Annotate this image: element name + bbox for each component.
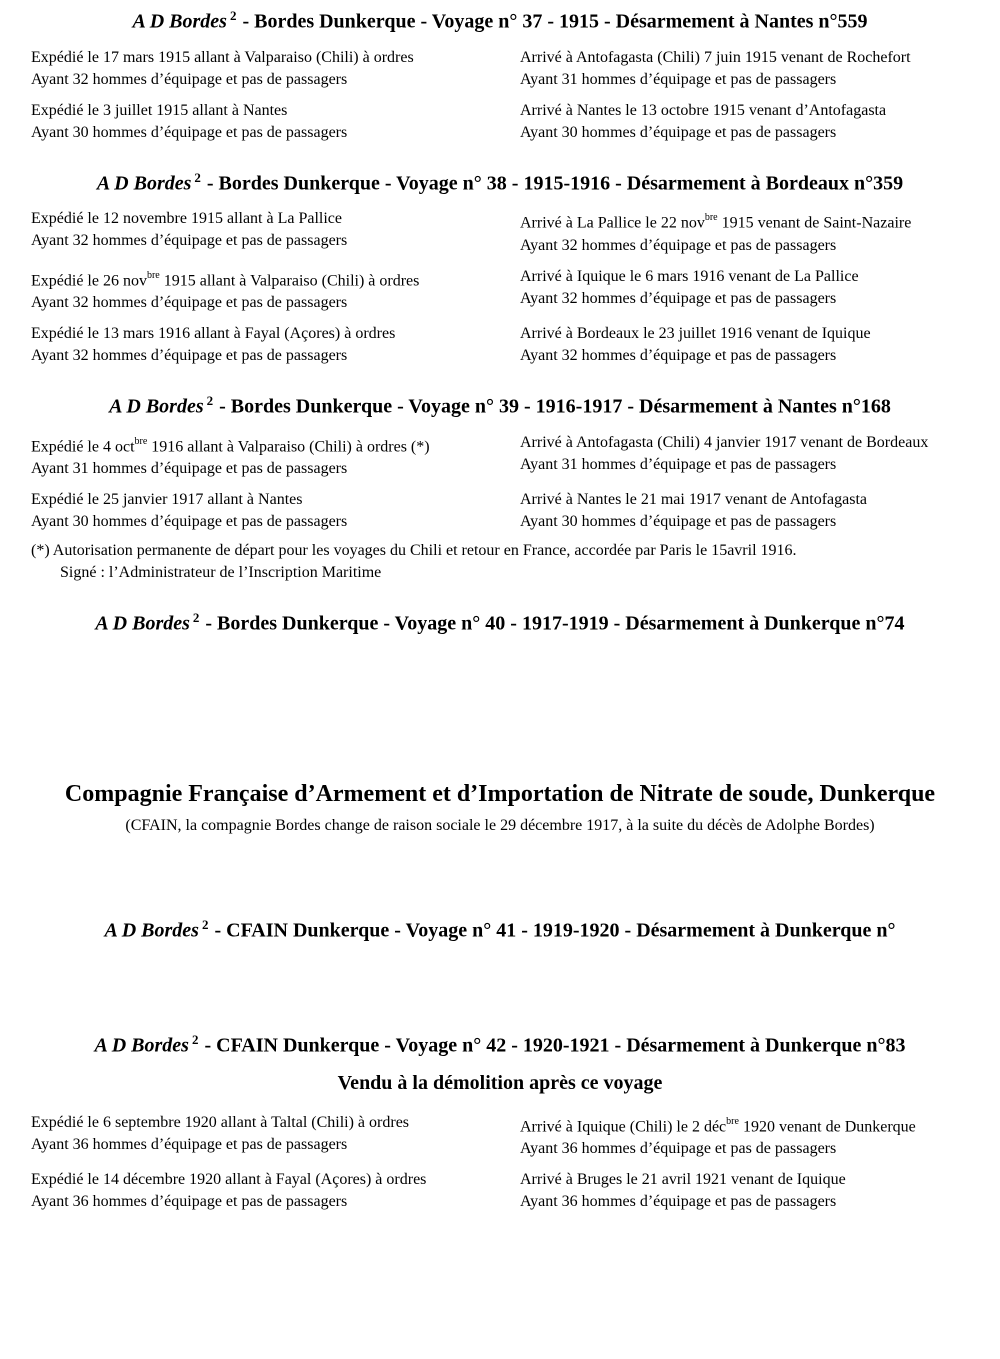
voyage-40-title-text: - Bordes Dunkerque - Voyage n° 40 - 1917-1919 - Désarmement à Dunkerque n°74 — [200, 612, 905, 635]
voyage-42-title — [0, 1028, 1000, 1058]
date-superscript: bre — [134, 435, 148, 447]
departure-line: Expédié le 17 mars 1915 allant à Valparaiso (Chili) à ordres — [31, 48, 414, 66]
footnote — [0, 540, 1000, 584]
ship-name-superscript: 2 — [191, 1032, 199, 1048]
departure-line: Expédié le 26 nov$^{bre}$ 1915 allant à Valparaiso (Chili) à ordres — [31, 269, 420, 289]
voyage-37-title-text: - Bordes Dunkerque - Voyage n° 37 - 1915 - Désarmement à Nantes n°559 — [237, 10, 868, 33]
ship-name: A D Bordes — [104, 919, 199, 942]
departure-line: Expédié le 12 novembre 1915 allant à La Pallice — [31, 210, 342, 228]
departure-col — [31, 432, 520, 480]
section-voyage-40 — [0, 606, 1000, 636]
departure-col — [31, 208, 520, 256]
voyage-40-title — [0, 606, 1000, 636]
voyage-41-title-text: - CFAIN Dunkerque - Voyage n° 41 - 1919-1920 - Désarmement à Dunkerque n° — [209, 919, 896, 942]
voyage-row — [0, 47, 1000, 91]
section-voyage-41 — [0, 913, 1000, 943]
company-heading: Compagnie Française d’Armement et d’Importation de Nitrate de soude, Dunkerque — [64, 780, 936, 807]
arrival-line: Arrivé à Bruges le 21 avril 1921 venant de Iquique — [520, 1171, 846, 1189]
crew-line: Ayant 32 hommes d’équipage et pas de passagers — [31, 346, 348, 364]
footnote-line-1: (*) Autorisation permanente de départ pour les voyages du Chili et retour en France, accordée par Paris le 15avril 1916. — [31, 541, 797, 559]
arrival-line: Arrivé à Iquique le 6 mars 1916 venant de La Pallice — [520, 267, 859, 285]
ship-name-superscript: 2 — [194, 169, 201, 185]
ship-name-superscript: 2 — [201, 916, 209, 932]
arrival-col — [520, 323, 1000, 367]
ship-name: A D Bordes — [95, 612, 190, 635]
crew-line: Ayant 31 hommes d’équipage et pas de passagers — [520, 70, 837, 88]
company-subtitle: (CFAIN, la compagnie Bordes change de raison sociale le 29 décembre 1917, à la suite du décès de Adolphe Bordes) — [125, 816, 875, 834]
voyage-row — [0, 323, 1000, 367]
crew-line: Ayant 36 hommes d’équipage et pas de passagers — [31, 1193, 348, 1211]
voyage-38-rows — [0, 208, 1000, 367]
voyage-37-title — [0, 4, 1000, 34]
crew-line: Ayant 31 hommes d’équipage et pas de passagers — [520, 455, 837, 473]
arrival-line: Arrivé à Antofagasta (Chili) 7 juin 1915 venant de Rochefort — [520, 48, 911, 66]
arrival-line: Arrivé à La Pallice le 22 nov$^{bre}$ 1915 venant de Saint-Nazaire — [520, 212, 912, 232]
crew-line: Ayant 31 hommes d’équipage et pas de passagers — [31, 459, 348, 477]
voyage-39-title — [0, 389, 1000, 419]
voyage-row — [0, 432, 1000, 480]
arrival-line: Arrivé à Nantes le 21 mai 1917 venant de Antofagasta — [520, 490, 867, 508]
arrival-col — [520, 489, 1000, 533]
voyage-row — [0, 1112, 1000, 1160]
date-superscript: bre — [704, 212, 718, 224]
section-voyage-38 — [0, 166, 1000, 367]
voyage-row — [0, 266, 1000, 314]
ship-name-superscript: 2 — [192, 609, 200, 625]
voyage-row — [0, 1169, 1000, 1213]
voyage-row — [0, 100, 1000, 144]
voyage-42-subtitle: Vendu à la démolition après ce voyage — [337, 1071, 663, 1094]
ship-name: A D Bordes — [96, 172, 192, 195]
crew-line: Ayant 30 hommes d’équipage et pas de passagers — [31, 512, 348, 530]
voyage-39-title-text: - Bordes Dunkerque - Voyage n° 39 - 1916-1917 - Désarmement à Nantes n°168 — [214, 395, 891, 418]
voyage-38-title-text: - Bordes Dunkerque - Voyage n° 38 - 1915-1916 - Désarmement à Bordeaux n°359 — [201, 172, 904, 195]
arrival-line: Arrivé à Antofagasta (Chili) 4 janvier 1917 venant de Bordeaux — [520, 433, 929, 451]
date-superscript: bre — [146, 269, 160, 281]
crew-line: Ayant 36 hommes d’équipage et pas de passagers — [520, 1193, 837, 1211]
arrival-col — [520, 100, 1000, 144]
arrival-line: Arrivé à Bordeaux le 23 juillet 1916 venant de Iquique — [520, 324, 871, 342]
crew-line: Ayant 32 hommes d’équipage et pas de passagers — [520, 346, 837, 364]
section-voyage-37 — [0, 4, 1000, 144]
crew-line: Ayant 32 hommes d’équipage et pas de passagers — [520, 289, 837, 307]
crew-line: Ayant 30 hommes d’équipage et pas de passagers — [520, 512, 837, 530]
arrival-col — [520, 432, 1000, 480]
departure-line: Expédié le 13 mars 1916 allant à Fayal (Açores) à ordres — [31, 324, 396, 342]
section-voyage-42 — [0, 1028, 1000, 1213]
arrival-col — [520, 1112, 1000, 1160]
crew-line: Ayant 32 hommes d’équipage et pas de passagers — [520, 236, 837, 254]
voyage-41-title — [0, 913, 1000, 943]
departure-line: Expédié le 4 oct$^{bre}$ 1916 allant à Valparaiso (Chili) à ordres (*) — [31, 435, 430, 455]
crew-line: Ayant 30 hommes d’équipage et pas de passagers — [31, 123, 348, 141]
departure-line: Expédié le 6 septembre 1920 allant à Taltal (Chili) à ordres — [31, 1113, 410, 1131]
departure-col — [31, 489, 520, 533]
footnote-line-2: Signé : l’Administrateur de l’Inscription Maritime — [60, 563, 382, 581]
arrival-col — [520, 47, 1000, 91]
crew-line: Ayant 32 hommes d’équipage et pas de passagers — [31, 232, 348, 250]
voyage-42-rows — [0, 1112, 1000, 1213]
departure-line: Expédié le 3 juillet 1915 allant à Nantes — [31, 101, 288, 119]
departure-col — [31, 323, 520, 367]
ship-name: A D Bordes — [94, 1034, 189, 1057]
arrival-col — [520, 208, 1000, 256]
company-block — [0, 780, 1000, 837]
date-superscript: bre — [726, 1115, 739, 1127]
departure-line: Expédié le 25 janvier 1917 allant à Nantes — [31, 490, 303, 508]
departure-col — [31, 1112, 520, 1160]
departure-col — [31, 1169, 520, 1213]
arrival-col — [520, 1169, 1000, 1213]
ship-name: A D Bordes — [132, 10, 227, 33]
voyage-row — [0, 489, 1000, 533]
departure-col — [31, 100, 520, 144]
crew-line: Ayant 32 hommes d’équipage et pas de passagers — [31, 70, 348, 88]
section-voyage-39 — [0, 389, 1000, 584]
crew-line: Ayant 32 hommes d’équipage et pas de passagers — [31, 293, 348, 311]
voyage-42-title-text: - CFAIN Dunkerque - Voyage n° 42 - 1920-1921 - Désarmement à Dunkerque n°83 — [199, 1034, 906, 1057]
voyage-38-title — [0, 166, 1000, 196]
arrival-line: Arrivé à Nantes le 13 octobre 1915 venant d’Antofagasta — [520, 101, 887, 119]
departure-col — [31, 266, 520, 314]
crew-line: Ayant 36 hommes d’équipage et pas de passagers — [31, 1135, 348, 1153]
voyage-row — [0, 208, 1000, 256]
ship-name-superscript: 2 — [206, 392, 214, 408]
arrival-line: Arrivé à Iquique (Chili) le 2 déc$^{bre}$ 1920 venant de Dunkerque — [520, 1115, 916, 1136]
voyage-39-rows — [0, 432, 1000, 533]
departure-col — [31, 47, 520, 91]
ship-name-superscript: 2 — [229, 8, 237, 23]
voyage-37-rows — [0, 47, 1000, 144]
ship-name: A D Bordes — [109, 395, 204, 418]
crew-line: Ayant 30 hommes d’équipage et pas de passagers — [520, 123, 837, 141]
arrival-col — [520, 266, 1000, 314]
departure-line: Expédié le 14 décembre 1920 allant à Fayal (Açores) à ordres — [31, 1171, 427, 1189]
crew-line: Ayant 36 hommes d’équipage et pas de passagers — [520, 1140, 837, 1158]
